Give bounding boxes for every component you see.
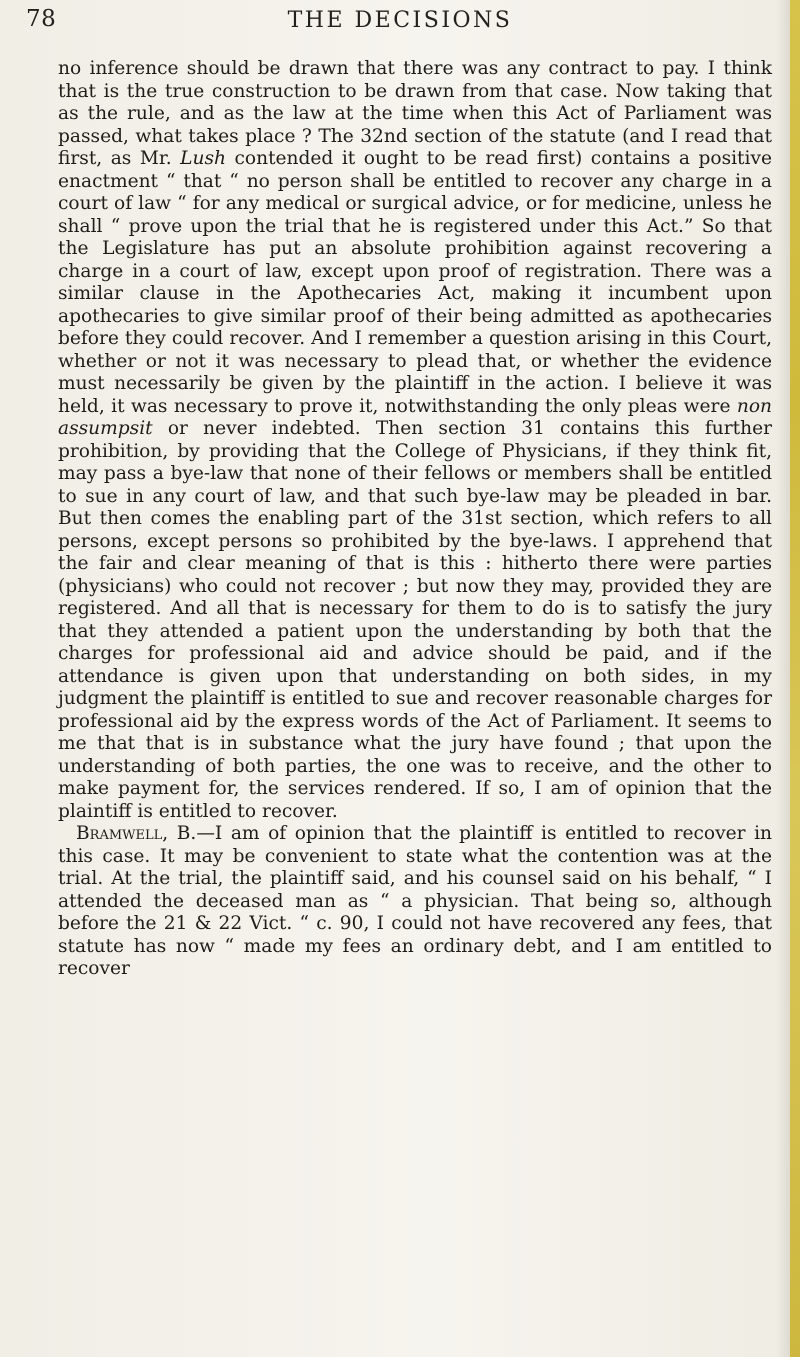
book-edge-strip [790,0,800,1357]
text-segment: no inference should be drawn that there was any contract to pay. I think that is the true construction to be drawn from that case. Now taking that as the rule, and as the law at the time when this Act of Parliament was passed, what takes place ? The 32nd section of the statute (and I read that first, as Mr. [58,58,772,169]
paragraph-bramwell-opinion [58,823,772,981]
running-title: THE DECISIONS [287,8,513,33]
text-segment: or never indebted. Then section 31 contains this further prohibition, by providing that the College of Physicians, if they think fit, may pass a bye-law that none of their fellows or members shall be entitled to sue in any court of law, and that such bye-law may be pleaded in bar. But then comes the enabling part of the 31st section, which refers to all persons, except persons so prohibited by the bye-laws. I apprehend that the fair and clear meaning of that is this : hitherto there were parties (physicians) who could not recover ; but now they may, provided they are registered. And all that is necessary for them to do is to satisfy the jury that they attended a patient upon the understanding by both that the charges for professional aid and advice should be paid, and if the attendance is given upon that understanding on both sides, in my judgment the plaintiff is entitled to sue and recover reasonable charges for professional aid by the express words of the Act of Parliament. It seems to me that that is in substance what the jury have found ; that upon the understanding of both parties, the one was to receive, and the other to make payment for, the services rendered. If so, I am of opinion that the plaintiff is entitled to recover. [58,418,772,822]
judge-name: Bramwell [76,823,163,844]
italic-latin-term: non assumpsit [58,395,772,439]
text-segment: contended it ought to be read first) contains a positive enactment “ that “ no person shall be entitled to recover any charge in a court of law “ for any medical or surgical advice, or for medicine, unless he shall “ prove upon the trial that he is registered under this Act.” So that the Legislature has put an absolute prohibition against recovering a charge in a court of law, except upon proof of registration. There was a similar clause in the Apothecaries Act, making it incumbent upon apothecaries to give similar proof of their being admitted as apothecaries before they could recover. And I remember a question arising in this Court, whether or not it was necessary to plead that, or whether the evidence must necessarily be given by the plaintiff in the action. I believe it was held, it was necessary to prove it, notwithstanding the only pleas were [58,148,772,417]
page-number: 78 [26,6,57,32]
text-segment: , B.—I am of opinion that the plaintiff is entitled to recover in this case. It may be convenient to state what the contention was at the trial. At the trial, the plaintiff said, and his counsel said on his behalf, “ I attended the deceased man as “ a physician. That being so, although before the 21 & 22 Vict. “ c. 90, I could not have recovered any fees, that statute has now “ made my fees an ordinary debt, and I am entitled to recover [58,823,772,979]
paragraph-judgment-continued [58,58,772,823]
body-text [58,58,772,981]
italic-name: Lush [180,148,226,169]
page-edge-shadow [776,0,790,1357]
